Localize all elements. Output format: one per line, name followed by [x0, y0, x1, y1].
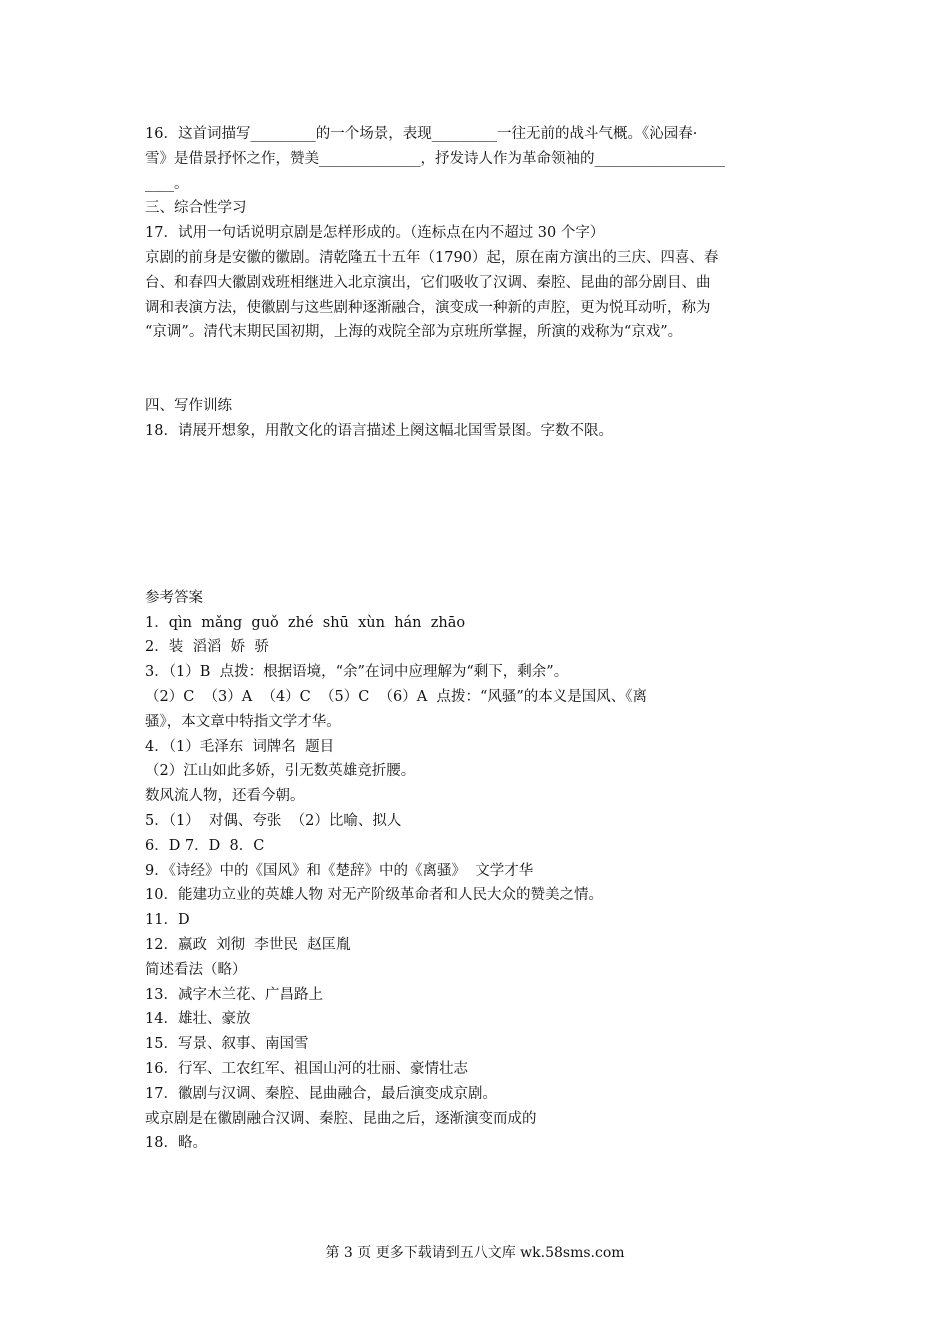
answer-line: 简述看法（略） — [145, 961, 247, 978]
writing-section — [145, 394, 810, 444]
answer-line: 13．减字木兰花、广昌路上 — [145, 986, 323, 1003]
question-line: ____。 — [145, 175, 189, 192]
answer-line: 14．雄壮、豪放 — [145, 1011, 251, 1028]
question-line: 雪》是借景抒怀之作，赞美______________，抒发诗人作为革命领袖的__________________ — [145, 150, 725, 167]
answers-heading: 参考答案 — [145, 589, 203, 606]
document-body — [145, 122, 810, 1156]
answer-line: 4．（1）毛泽东 词牌名 题目 — [145, 738, 335, 755]
answer-line: 18．略。 — [145, 1135, 207, 1152]
page-footer: 第 3 页 更多下载请到五八文库 wk.58sms.com — [325, 1245, 625, 1261]
answer-line: 骚》，本文章中特指文学才华。 — [145, 713, 341, 730]
answer-line: （2）江山如此多娇，引无数英雄竞折腰。 — [145, 763, 416, 780]
question-line: 16．这首词描写_________的一个场景，表现_________一往无前的战斗气概。《沁园春· — [145, 126, 698, 142]
passage-line: 调和表演方法，使徽剧与这些剧种逐渐融合，演变成一种新的声腔，更为悦耳动听，称为 — [145, 299, 711, 316]
answer-line: 11．D — [145, 912, 190, 929]
passage-line: 京剧的前身是安徽的徽剧。清乾隆五十五年（1790）起，原在南方演出的三庆、四喜、春 — [145, 249, 719, 266]
answer-line: 5．（1） 对偶、夸张 （2）比喻、拟人 — [145, 812, 402, 829]
spacer — [145, 345, 810, 394]
answer-space — [145, 444, 810, 586]
answers-section — [145, 586, 810, 1156]
answer-line: 1．qìn mǎng guǒ zhé shū xùn hán zhāo — [145, 614, 466, 631]
answer-line: 3．（1）B 点拨：根据语境，“余”在词中应理解为“剩下，剩余”。 — [145, 664, 569, 681]
answer-line: 数风流人物，还看今朝。 — [145, 788, 305, 805]
answer-line: 10．能建功立业的英雄人物 对无产阶级革命者和人民大众的赞美之情。 — [145, 887, 604, 904]
answer-line: 2．装 滔滔 娇 骄 — [145, 639, 269, 656]
section-heading: 四、写作训练 — [145, 398, 232, 415]
answer-line: 或京剧是在徽剧融合汉调、秦腔、昆曲之后，逐渐演变而成的 — [145, 1110, 537, 1127]
questions-section — [145, 122, 810, 345]
answer-line: （2）C （3）A （4）C （5）C （6）A 点拨：“风骚”的本义是国风、《离 — [145, 688, 648, 705]
question-line: 17．试用一句话说明京剧是怎样形成的。（连标点在内不超过 30 个字） — [145, 225, 605, 242]
question-line: 18．请展开想象，用散文化的语言描述上阕这幅北国雪景图。字数不限。 — [145, 422, 613, 439]
section-heading: 三、综合性学习 — [145, 200, 247, 217]
answer-line: 15．写景、叙事、南国雪 — [145, 1036, 309, 1053]
passage-line: “京调”。清代末期民国初期，上海的戏院全部为京班所掌握，所演的戏称为“京戏”。 — [145, 324, 683, 341]
passage-line: 台、和春四大徽剧戏班相继进入北京演出，它们吸收了汉调、秦腔、昆曲的部分剧目、曲 — [145, 274, 711, 291]
answer-line: 17．徽剧与汉调、秦腔、昆曲融合，最后演变成京剧。 — [145, 1085, 497, 1102]
answer-line: 12．嬴政 刘彻 李世民 赵匡胤 — [145, 936, 351, 953]
answer-line: 9．《诗经》中的《国风》和《楚辞》中的《离骚》 文学才华 — [145, 862, 534, 879]
answer-line: 16．行军、工农红军、祖国山河的壮丽、豪情壮志 — [145, 1060, 468, 1077]
answer-line: 6．D 7．D 8．C — [145, 837, 265, 854]
